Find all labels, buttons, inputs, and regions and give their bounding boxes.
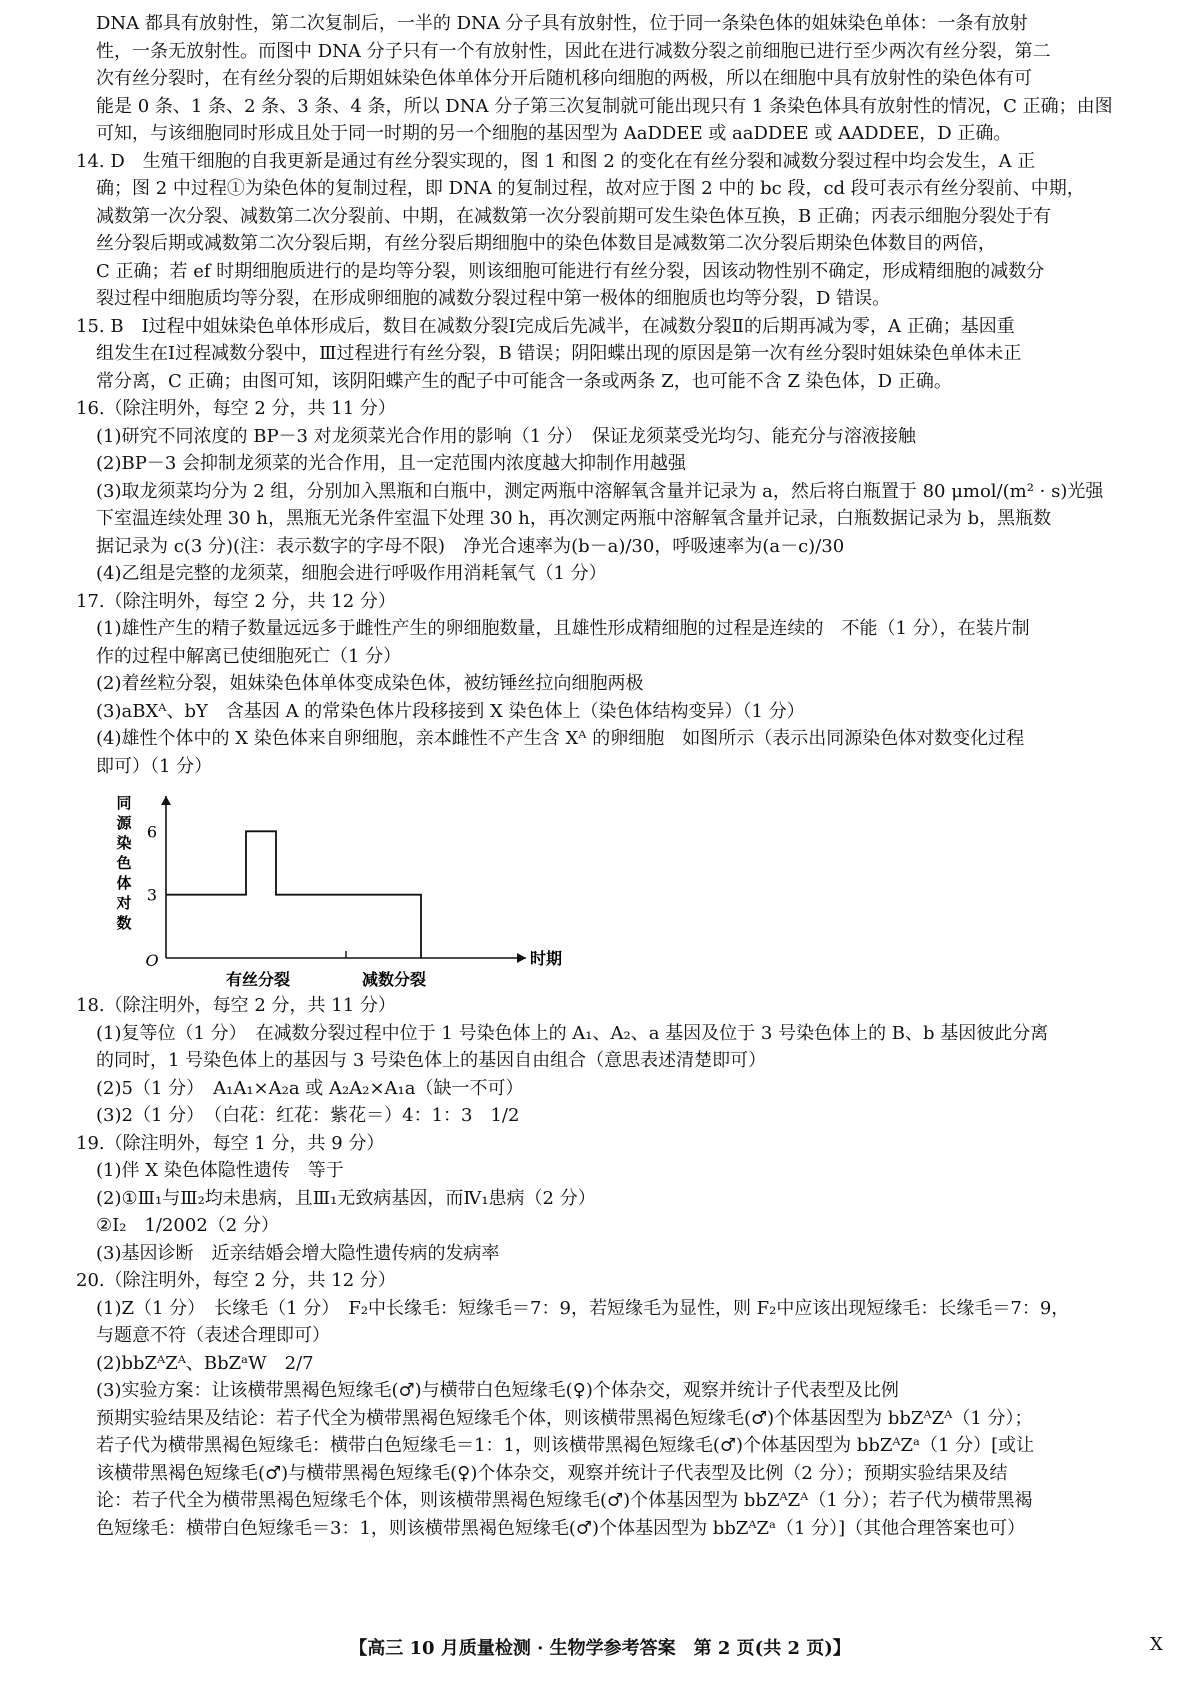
answer-line: (2)5（1 分） A₁A₁×A₂a 或 A₂A₂×A₁a（缺一不可）	[96, 1077, 524, 1099]
y-axis-label-char: 源	[116, 814, 132, 832]
question-heading: 16.（除注明外，每空 2 分，共 11 分）	[76, 398, 396, 419]
y-axis-label-char: 色	[116, 854, 132, 872]
answer-line: 预期实验结果及结论：若子代全为横带黑褐色短缘毛个体，则该横带黑褐色短缘毛(♂)个体基因型为 bbZᴬZᴬ（1 分）；	[96, 1407, 1033, 1429]
answer-line: 丝分裂后期或减数第二次分裂后期，有丝分裂后期细胞中的染色体数目是减数第二次分裂后期染色体数目的两倍，	[96, 233, 996, 254]
answer-line: 该横带黑褐色短缘毛(♂)与横带黑褐色短缘毛(♀)个体杂交，观察并统计子代表型及比例（2 分）；预期实验结果及结	[96, 1462, 1008, 1484]
answer-line: 减数第一次分裂、减数第二次分裂前、中期，在减数第一次分裂前期可发生染色体互换，B 正确；丙表示细胞分裂处于有	[96, 205, 1051, 227]
answer-line: (1)研究不同浓度的 BP－3 对龙须菜光合作用的影响（1 分） 保证龙须菜受光均匀、能充分与溶液接触	[96, 425, 916, 447]
answer-15	[76, 313, 1166, 396]
series-line	[166, 831, 421, 958]
answer-line: (1)伴 X 染色体隐性遗传 等于	[96, 1160, 344, 1181]
y-axis-label-char: 染	[116, 834, 132, 852]
answer-line: 性，一条无放射性。而图中 DNA 分子只有一个有放射性，因此在进行减数分裂之前细胞已进行至少两次有丝分裂，第二	[96, 40, 1051, 62]
question-heading: 19.（除注明外，每空 1 分，共 9 分）	[76, 1132, 385, 1154]
y-tick-label: 6	[146, 822, 158, 842]
origin-label: O	[145, 951, 159, 970]
answer-line: (2)BP－3 会抑制龙须菜的光合作用，且一定范围内浓度越大抑制作用越强	[96, 453, 687, 474]
answer-line: 能是 0 条、1 条、2 条、3 条、4 条，所以 DNA 分子第三次复制就可能出现只有 1 条染色体具有放射性的情况，C 正确；由图	[96, 95, 1113, 117]
answer-line: 与题意不符（表述合理即可）	[96, 1325, 330, 1346]
answer-line: (3)取龙须菜均分为 2 组，分别加入黑瓶和白瓶中，测定两瓶中溶解氧含量并记录为 a，然后将白瓶置于 80 μmol/(m² · s)光强	[96, 480, 1104, 502]
answer-line: 据记录为 c(3 分)(注：表示数字的字母不限) 净光合速率为(b－a)/30，呼吸速率为(a－c)/30	[96, 535, 845, 557]
answer-16	[76, 395, 1166, 588]
answer-line: (2)bbZᴬZᴬ、BbZᵃW 2/7	[96, 1352, 314, 1374]
answer-line: 即可）（1 分）	[96, 755, 213, 777]
question-heading: 17.（除注明外，每空 2 分，共 12 分）	[76, 590, 396, 612]
answer-line: 次有丝分裂时，在有丝分裂的后期姐妹染色体单体分开后随机移向细胞的两极，所以在细胞中具有放射性的染色体有可	[96, 68, 1032, 89]
answer-line: 常分离，C 正确；由图可知，该阴阳蝶产生的配子中可能含一条或两条 Z，也可能不含 Z 染色体，D 正确。	[96, 370, 952, 392]
answer-line: 若子代为横带黑褐色短缘毛：横带白色短缘毛＝1：1，则该横带黑褐色短缘毛(♂)个体基因型为 bbZᴬZᵃ（1 分）[或让	[96, 1435, 1035, 1456]
phase-label-mitosis: 有丝分裂	[225, 970, 291, 989]
y-axis-label-char: 数	[116, 914, 132, 932]
answer-page	[76, 10, 1166, 1542]
answer-17	[76, 588, 1166, 781]
y-tick-label: 3	[146, 885, 158, 905]
answer-line: (3)基因诊断 近亲结婚会增大隐性遗传病的发病率	[96, 1242, 500, 1264]
answer-20	[76, 1267, 1166, 1542]
answer-line: DNA 都具有放射性，第二次复制后，一半的 DNA 分子具有放射性，位于同一条染色体的姐妹染色单体：一条有放射	[96, 13, 1028, 34]
answer-14	[76, 148, 1166, 313]
answer-line: (2)①Ⅲ₁与Ⅲ₂均未患病，且Ⅲ₁无致病基因，而Ⅳ₁患病（2 分）	[96, 1187, 596, 1209]
answer-line: 的同时，1 号染色体上的基因与 3 号染色体上的基因自由组合（意思表述清楚即可）	[96, 1050, 767, 1071]
answer-line: 确；图 2 中过程①为染色体的复制过程，即 DNA 的复制过程，故对应于图 2 中的 bc 段，cd 段可表示有丝分裂前、中期，	[96, 178, 1085, 199]
answer-19	[76, 1130, 1166, 1268]
chart-svg	[96, 780, 566, 992]
y-axis-label-char: 体	[116, 874, 132, 892]
answer-line: (2)着丝粒分裂，姐妹染色体单体变成染色体，被纺锤丝拉向细胞两极	[96, 673, 644, 694]
phase-label-meiosis: 减数分裂	[361, 970, 427, 989]
answer-13-continued	[76, 10, 1166, 148]
y-axis-arrow	[161, 796, 171, 805]
answer-line: 裂过程中细胞质均等分裂，在形成卵细胞的减数分裂过程中第一极体的细胞质也均等分裂，D 错误。	[96, 288, 891, 309]
answer-line: (3)实验方案：让该横带黑褐色短缘毛(♂)与横带白色短缘毛(♀)个体杂交，观察并统计子代表型及比例	[96, 1380, 899, 1401]
answer-line: (3)2（1 分） （白花：红花：紫花＝）4：1：3 1/2	[96, 1105, 520, 1126]
y-axis-label-char: 同	[116, 794, 132, 812]
answer-line: ②Ⅰ₂ 1/2002（2 分）	[96, 1215, 279, 1236]
homologous-pairs-chart	[96, 780, 1166, 992]
page-footer: 【高三 10 月质量检测 · 生物学参考答案 第 2 页(共 2 页)】	[349, 1638, 851, 1659]
x-axis-arrow	[517, 953, 526, 963]
x-axis-label: 时期	[530, 949, 563, 968]
answer-line: 组发生在Ⅰ过程减数分裂中，Ⅲ过程进行有丝分裂，B 错误；阴阳蝶出现的原因是第一次有丝分裂时姐妹染色单体未正	[96, 343, 1022, 364]
answer-18	[76, 992, 1166, 1130]
question-heading: 20.（除注明外，每空 2 分，共 12 分）	[76, 1270, 396, 1291]
y-axis-label-char: 对	[116, 894, 132, 912]
footer-mark: X	[1150, 1634, 1163, 1655]
answer-line: 下室温连续处理 30 h，黑瓶无光条件室温下处理 30 h，再次测定两瓶中溶解氧含量并记录，白瓶数据记录为 b，黑瓶数	[96, 508, 1052, 529]
answer-line: (1)雄性产生的精子数量远远多于雌性产生的卵细胞数量，且雄性形成精细胞的过程是连续的 不能（1 分），在装片制	[96, 618, 1030, 639]
answer-line: (3)aBXᴬ、bY 含基因 A 的常染色体片段移接到 X 染色体上（染色体结构变异）（1 分）	[96, 700, 805, 722]
answer-line: 15. B Ⅰ过程中姐妹染色单体形成后，数目在减数分裂Ⅰ完成后先减半，在减数分裂Ⅱ的后期再减为零，A 正确；基因重	[76, 315, 1015, 337]
answer-line: 作的过程中解离已使细胞死亡（1 分）	[96, 645, 402, 667]
answer-line: (1)复等位（1 分） 在减数分裂过程中位于 1 号染色体上的 A₁、A₂、a 基因及位于 3 号染色体上的 B、b 基因彼此分离	[96, 1022, 1049, 1044]
answer-line: C 正确；若 ef 时期细胞质进行的是均等分裂，则该细胞可能进行有丝分裂，因该动物性别不确定，形成精细胞的减数分	[96, 260, 1045, 282]
question-heading: 18.（除注明外，每空 2 分，共 11 分）	[76, 995, 396, 1016]
answer-line: (4)乙组是完整的龙须菜，细胞会进行呼吸作用消耗氧气（1 分）	[96, 563, 607, 584]
answer-line: 14. D 生殖干细胞的自我更新是通过有丝分裂实现的，图 1 和图 2 的变化在有丝分裂和减数分裂过程中均会发生，A 正	[76, 150, 1036, 172]
answer-line: (4)雄性个体中的 X 染色体来自卵细胞，亲本雌性不产生含 Xᴬ 的卵细胞 如图所示（表示出同源染色体对数变化过程	[96, 728, 1025, 749]
answer-line: (1)Z（1 分） 长缘毛（1 分） F₂中长缘毛：短缘毛＝7：9，若短缘毛为显性，则 F₂中应该出现短缘毛：长缘毛＝7：9，	[96, 1297, 1070, 1319]
answer-line: 论：若子代全为横带黑褐色短缘毛个体，则该横带黑褐色短缘毛(♂)个体基因型为 bbZᴬZᴬ（1 分）；若子代为横带黑褐	[96, 1490, 1033, 1511]
answer-line: 色短缘毛：横带白色短缘毛＝3：1，则该横带黑褐色短缘毛(♂)个体基因型为 bbZᴬZᵃ（1 分）]（其他合理答案也可）	[96, 1517, 1026, 1539]
answer-line: 可知，与该细胞同时形成且处于同一时期的另一个细胞的基因型为 AaDDEE 或 aaDDEE 或 AADDEE，D 正确。	[96, 123, 1012, 144]
